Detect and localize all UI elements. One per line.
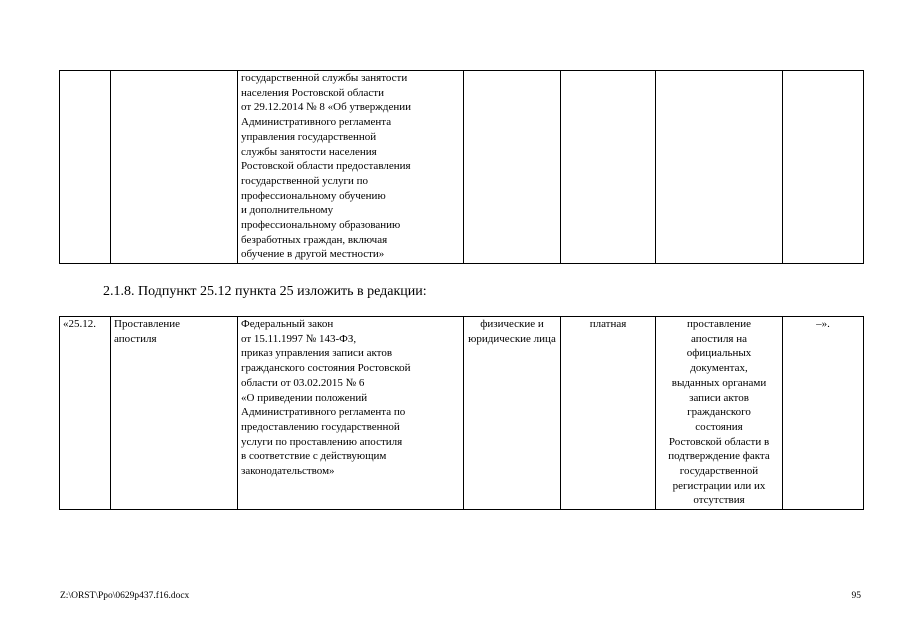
amendment-table [59, 316, 864, 510]
result-line: выданных органами [671, 376, 767, 389]
legal-basis-line: в соответствие с действующим [241, 450, 387, 463]
service-line: Проставление [114, 318, 180, 330]
result-line: государственной [679, 465, 759, 478]
number-cell [60, 71, 111, 264]
result-line: гражданского [687, 406, 751, 419]
number-cell [60, 317, 111, 510]
result-line: записи актов [689, 391, 749, 404]
continuation-table [59, 70, 864, 264]
legal-basis-line: услуги по проставлению апостиля [241, 435, 403, 448]
service-cell [111, 71, 238, 264]
note-text: –». [816, 318, 830, 330]
legal-basis-cell [238, 317, 464, 510]
result-line: Ростовской области в [668, 435, 770, 448]
payment-cell [561, 317, 656, 510]
result-line: документах, [690, 362, 748, 375]
payment-type: платная [589, 318, 627, 330]
recipients-cell [464, 317, 561, 510]
result-line: регистрации или их [672, 479, 766, 492]
result-line: проставление [687, 318, 751, 330]
legal-basis-line: государственной службы занятости [241, 72, 408, 84]
payment-cell [561, 71, 656, 264]
legal-basis-line: приказ управления записи актов [241, 347, 393, 360]
result-line: подтверждение факта [668, 450, 770, 463]
note-cell [783, 71, 864, 264]
recipients-line: физические и [480, 318, 544, 330]
result-line: отсутствия [693, 494, 745, 507]
footer-file-path: Z:\ORST\Ppo\0629p437.f16.docx [60, 591, 190, 601]
result-cell [656, 71, 783, 264]
service-cell [111, 317, 238, 510]
table-row [60, 71, 864, 264]
item-number: «25.12. [63, 318, 96, 330]
legal-basis-line: предоставлению государственной [241, 420, 400, 433]
legal-basis-line: управления государственной [241, 130, 377, 143]
legal-basis-line: Административного регламента [241, 116, 392, 129]
legal-basis-line: профессиональному образованию [241, 219, 401, 232]
legal-basis-line: и дополнительному [241, 204, 334, 217]
legal-basis-line: обучение в другой местности» [241, 248, 385, 261]
legal-basis-line: Федеральный закон [241, 318, 334, 330]
legal-basis-line: населения Ростовской области [241, 86, 384, 99]
legal-basis-cell [238, 71, 464, 264]
legal-basis-line: законодательством» [241, 465, 335, 478]
note-cell [783, 317, 864, 510]
legal-basis-line: Административного регламента по [241, 406, 406, 419]
legal-basis-line: от 29.12.2014 № 8 «Об утверждении [241, 101, 412, 114]
recipients-line: юридические лица [468, 332, 556, 345]
legal-basis-line: «О приведении положений [241, 391, 368, 404]
result-cell [656, 317, 783, 510]
service-line: апостиля [114, 332, 157, 345]
legal-basis-line: гражданского состояния Ростовской [241, 362, 411, 375]
legal-basis-line: службы занятости населения [241, 145, 377, 158]
legal-basis-line: безработных граждан, включая [241, 233, 388, 246]
legal-basis-line: профессиональному обучению [241, 189, 386, 202]
recipients-cell [464, 71, 561, 264]
amendment-heading: 2.1.8. Подпункт 25.12 пункта 25 изложить в редакции: [103, 284, 427, 299]
table-row [60, 317, 864, 510]
legal-basis-line: области от 03.02.2015 № 6 [241, 376, 365, 389]
footer-page-number: 95 [851, 591, 861, 601]
result-line: состояния [695, 420, 743, 433]
result-line: официальных [686, 347, 752, 360]
legal-basis-line: от 15.11.1997 № 143-ФЗ, [241, 332, 357, 345]
legal-basis-line: государственной услуги по [241, 174, 369, 187]
result-line: апостиля на [690, 332, 748, 345]
legal-basis-line: Ростовской области предоставления [241, 160, 411, 173]
